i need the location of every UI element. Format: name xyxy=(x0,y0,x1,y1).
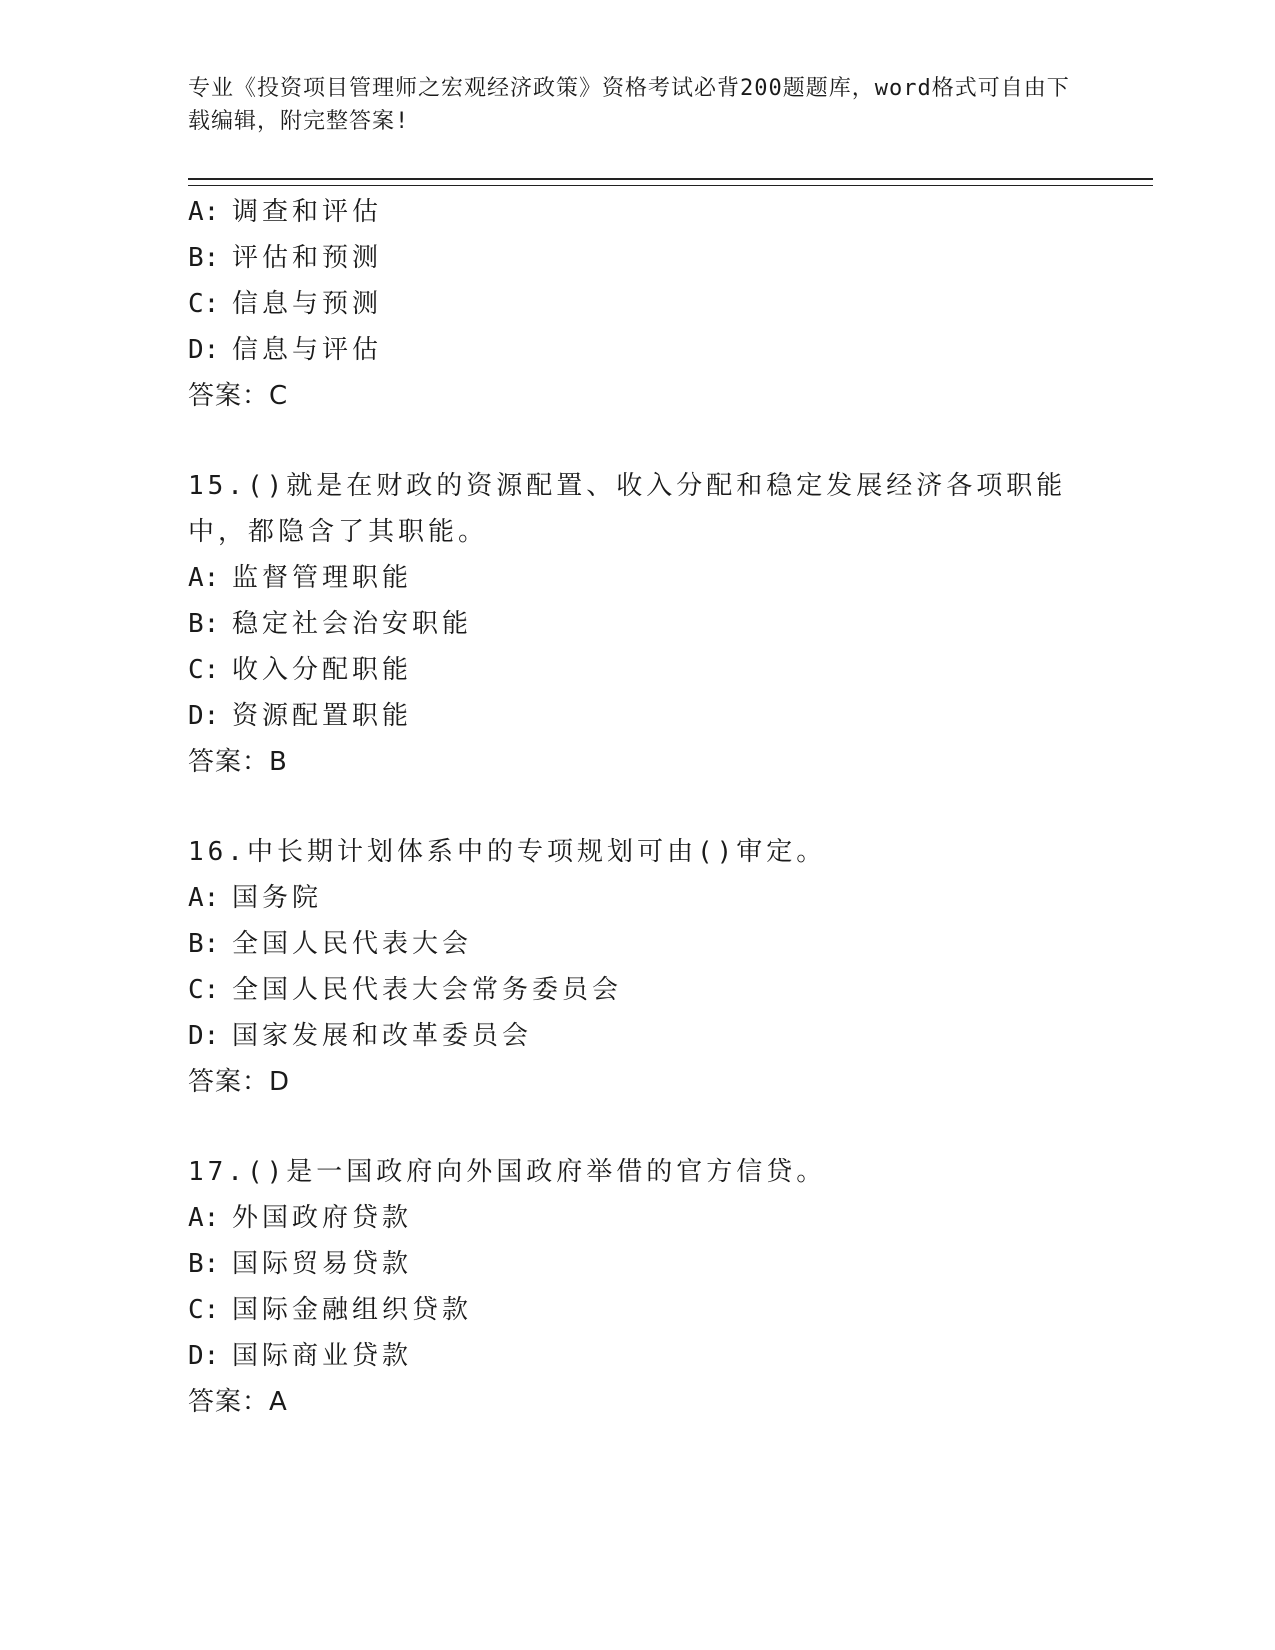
option-key: A: xyxy=(188,1203,220,1233)
option-key: B: xyxy=(188,243,220,273)
option-c xyxy=(188,1287,1148,1333)
option-a xyxy=(188,875,1148,921)
option-key: C: xyxy=(188,655,220,685)
option-d xyxy=(188,327,1148,373)
option-text: 全国人民代表大会 xyxy=(232,929,473,959)
option-b xyxy=(188,235,1148,281)
option-c xyxy=(188,281,1148,327)
option-text: 国务院 xyxy=(232,883,323,913)
option-a xyxy=(188,1195,1148,1241)
option-text: 监督管理职能 xyxy=(232,563,413,593)
spacer xyxy=(188,785,1148,829)
option-d xyxy=(188,1333,1148,1379)
document-header: 专业《投资项目管理师之宏观经济政策》资格考试必背200题题库，word格式可自由下载编辑，附完整答案! xyxy=(188,76,1070,134)
option-text: 稳定社会治安职能 xyxy=(232,609,473,639)
answer-line: 答案：D xyxy=(188,1067,291,1097)
option-a xyxy=(188,189,1148,235)
option-a xyxy=(188,555,1148,601)
option-key: A: xyxy=(188,883,220,913)
option-key: D: xyxy=(188,335,220,365)
question-14 xyxy=(188,189,1148,419)
spacer xyxy=(188,1105,1148,1149)
option-key: A: xyxy=(188,563,220,593)
spacer xyxy=(188,419,1148,463)
option-b xyxy=(188,601,1148,647)
header-divider xyxy=(188,178,1153,186)
option-text: 调查和评估 xyxy=(232,197,383,227)
option-text: 收入分配职能 xyxy=(232,655,413,685)
option-text: 信息与预测 xyxy=(232,289,383,319)
option-d xyxy=(188,1013,1148,1059)
option-text: 国家发展和改革委员会 xyxy=(232,1021,533,1051)
option-c xyxy=(188,647,1148,693)
option-text: 国际商业贷款 xyxy=(232,1341,413,1371)
option-key: D: xyxy=(188,1021,220,1051)
option-key: C: xyxy=(188,1295,220,1325)
option-text: 外国政府贷款 xyxy=(232,1203,413,1233)
option-key: C: xyxy=(188,289,220,319)
answer-line: 答案：A xyxy=(188,1387,288,1417)
question-stem: 16.中长期计划体系中的专项规划可由()审定。 xyxy=(188,837,827,867)
option-key: D: xyxy=(188,1341,220,1371)
question-stem: 15.()就是在财政的资源配置、收入分配和稳定发展经济各项职能中，都隐含了其职能。 xyxy=(188,471,1067,547)
option-text: 国际金融组织贷款 xyxy=(232,1295,473,1325)
option-text: 信息与评估 xyxy=(232,335,383,365)
option-key: C: xyxy=(188,975,220,1005)
answer-line: 答案：C xyxy=(188,381,289,411)
option-key: B: xyxy=(188,1249,220,1279)
option-text: 国际贸易贷款 xyxy=(232,1249,413,1279)
question-list xyxy=(188,189,1148,1425)
option-text: 全国人民代表大会常务委员会 xyxy=(232,975,623,1005)
option-key: B: xyxy=(188,609,220,639)
option-c xyxy=(188,967,1148,1013)
question-16 xyxy=(188,829,1148,1105)
option-b xyxy=(188,1241,1148,1287)
question-17 xyxy=(188,1149,1148,1425)
option-key: B: xyxy=(188,929,220,959)
question-15 xyxy=(188,463,1148,785)
question-stem: 17.()是一国政府向外国政府举借的官方信贷。 xyxy=(188,1157,827,1187)
option-key: D: xyxy=(188,701,220,731)
option-text: 资源配置职能 xyxy=(232,701,413,731)
option-key: A: xyxy=(188,197,220,227)
answer-line: 答案：B xyxy=(188,747,288,777)
option-text: 评估和预测 xyxy=(232,243,383,273)
option-b xyxy=(188,921,1148,967)
option-d xyxy=(188,693,1148,739)
